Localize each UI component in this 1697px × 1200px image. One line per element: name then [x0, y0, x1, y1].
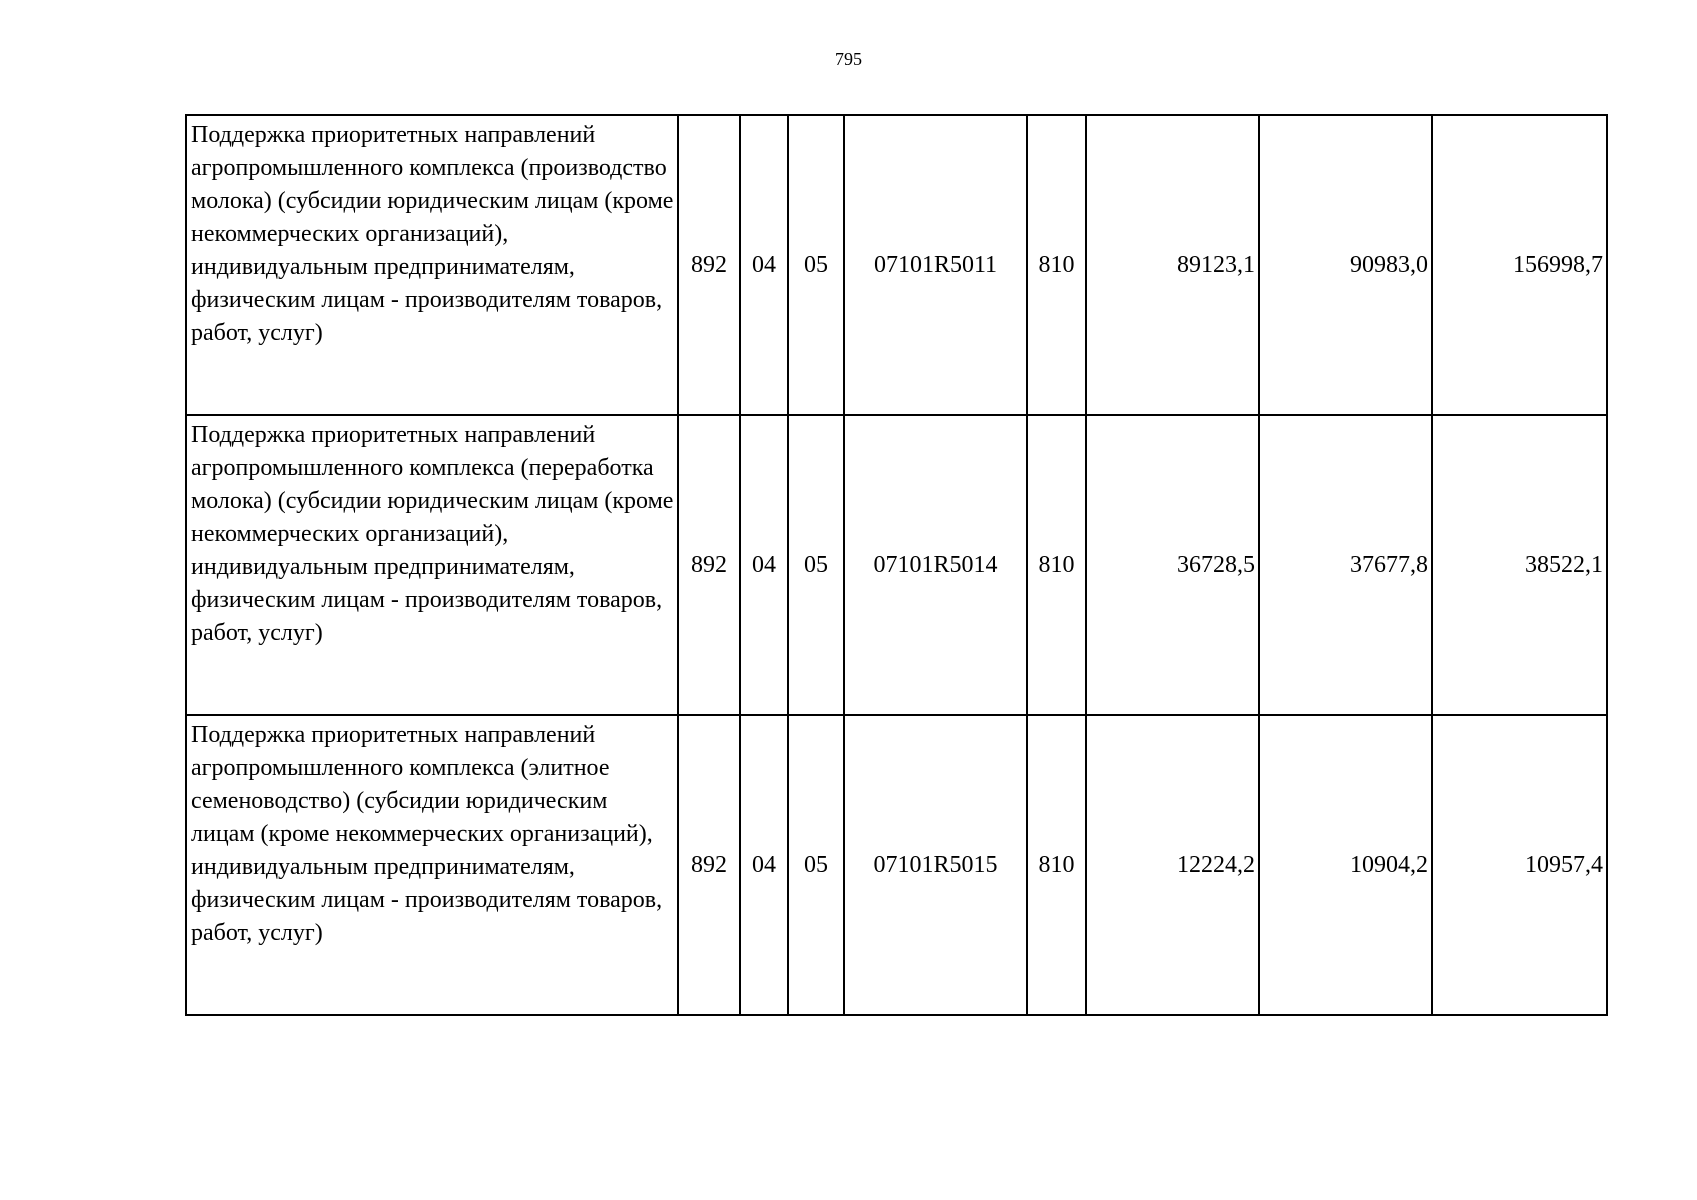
amount-year-1: 36728,5: [1086, 415, 1259, 715]
table-row: [186, 715, 1607, 1015]
section-code: 04: [740, 115, 788, 415]
table-row: [186, 115, 1607, 415]
target-article-code: 07101R5011: [844, 115, 1027, 415]
expense-type-code: 810: [1027, 715, 1086, 1015]
amount-year-2: 10904,2: [1259, 715, 1432, 1015]
page-number: 795: [835, 49, 862, 69]
target-article-code: 07101R5015: [844, 715, 1027, 1015]
expense-type-code: 810: [1027, 115, 1086, 415]
amount-year-2: 37677,8: [1259, 415, 1432, 715]
budget-table: [185, 114, 1608, 1016]
ministry-code: 892: [678, 115, 740, 415]
target-article-code: 07101R5014: [844, 415, 1027, 715]
row-description: Поддержка приоритетных направлений агропромышленного комплекса (производство молока) (субсидии юридическим лицам (кроме некоммерческих организаций), индивидуальным предпринимателям, физическим лицам - производителям товаров, работ, услуг): [186, 115, 678, 415]
table-row: [186, 415, 1607, 715]
amount-year-3: 38522,1: [1432, 415, 1607, 715]
amount-year-1: 89123,1: [1086, 115, 1259, 415]
ministry-code: 892: [678, 415, 740, 715]
subsection-code: 05: [788, 415, 844, 715]
ministry-code: 892: [678, 715, 740, 1015]
subsection-code: 05: [788, 115, 844, 415]
row-description: Поддержка приоритетных направлений агропромышленного комплекса (элитное семеноводство) (субсидии юридическим лицам (кроме некоммерческих организаций), индивидуальным предпринимателям, физическим лицам - производителям товаров, работ, услуг): [186, 715, 678, 1015]
amount-year-3: 10957,4: [1432, 715, 1607, 1015]
subsection-code: 05: [788, 715, 844, 1015]
amount-year-3: 156998,7: [1432, 115, 1607, 415]
expense-type-code: 810: [1027, 415, 1086, 715]
section-code: 04: [740, 415, 788, 715]
amount-year-1: 12224,2: [1086, 715, 1259, 1015]
amount-year-2: 90983,0: [1259, 115, 1432, 415]
section-code: 04: [740, 715, 788, 1015]
row-description: Поддержка приоритетных направлений агропромышленного комплекса (переработка молока) (субсидии юридическим лицам (кроме некоммерческих организаций), индивидуальным предпринимателям, физическим лицам - производителям товаров, работ, услуг): [186, 415, 678, 715]
